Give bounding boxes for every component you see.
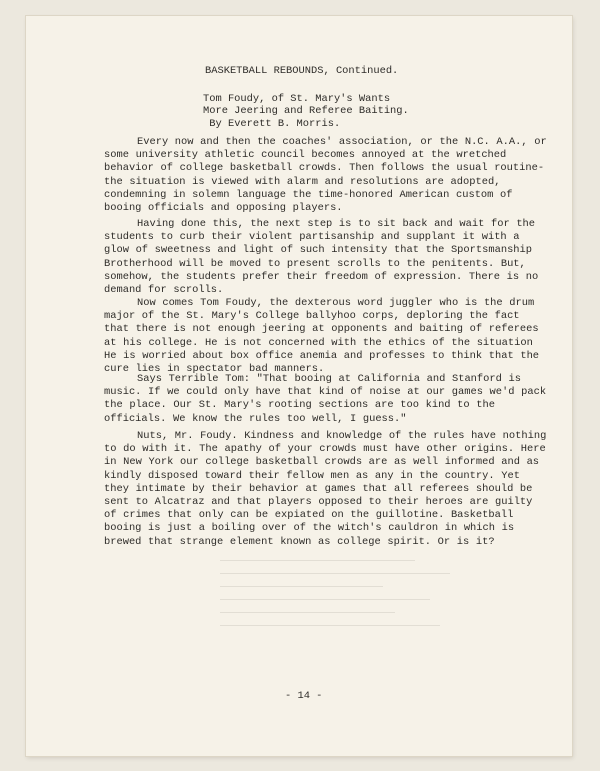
- subheading-line: More Jeering and Referee Baiting.: [203, 105, 409, 118]
- subheading-line: Tom Foudy, of St. Mary's Wants: [203, 93, 391, 105]
- body-paragraph: Having done this, the next step is to sit back and wait for the students to curb their violent partisanship and supplant it with a glow of sweetness and light of such intensity that the Sportsmanship Brotherhood will be moved to present scrolls to the penitents. But, somehow, the students prefer their freedom of expression. There is no demand for scrolls.: [104, 218, 539, 297]
- body-paragraph: Says Terrible Tom: "That booing at California and Stanford is music. If we could only have that kind of noise at our games we'd pack the place. Our St. Mary's rooting sections are too kind to the officials. We know the rules too well, I guess.": [104, 373, 547, 425]
- article-byline-block: [203, 93, 409, 130]
- body-paragraph: Nuts, Mr. Foudy. Kindness and knowledge of the rules have nothing to do with it. The apathy of your crowds must have other origins. Here in New York our college basketball crowds are as well informed and as kindly disposed toward their fellow men as any in the country. Yet they intimate by their behavior at games that all referees should be sent to Alcatraz and that players opposed to their heroes are guilty of crimes that only can be expiated on the guillotine. Basketball booing is just a boiling over of the witch's cauldron in which is brewed that strange element known as college spirit. Or is it?: [104, 430, 547, 548]
- body-paragraph: Every now and then the coaches' association, or the N.C. A.A., or some university athletic council becomes annoyed at the wretched behavior of college basketball crowds. Then follows the usual routine- the situation is viewed with alarm and resolutions are adopted, condemning in solemn language the time-honored American custom of booing officials and opposing players.: [104, 136, 547, 215]
- body-paragraph: Now comes Tom Foudy, the dexterous word juggler who is the drum major of the St. Mary's College ballyhoo corps, deploring the fact that there is not enough jeering at opponents and baiting of referees at his college. He is not concerned with the ethics of the situation He is worried about box office anemia and professes to think that the cure lies in spectator bad manners.: [104, 297, 540, 376]
- byline: By Everett B. Morris.: [209, 117, 341, 130]
- reverse-side-show-through: [220, 560, 470, 680]
- page-number: - 14 -: [285, 690, 323, 702]
- page-heading: BASKETBALL REBOUNDS, Continued.: [205, 65, 399, 77]
